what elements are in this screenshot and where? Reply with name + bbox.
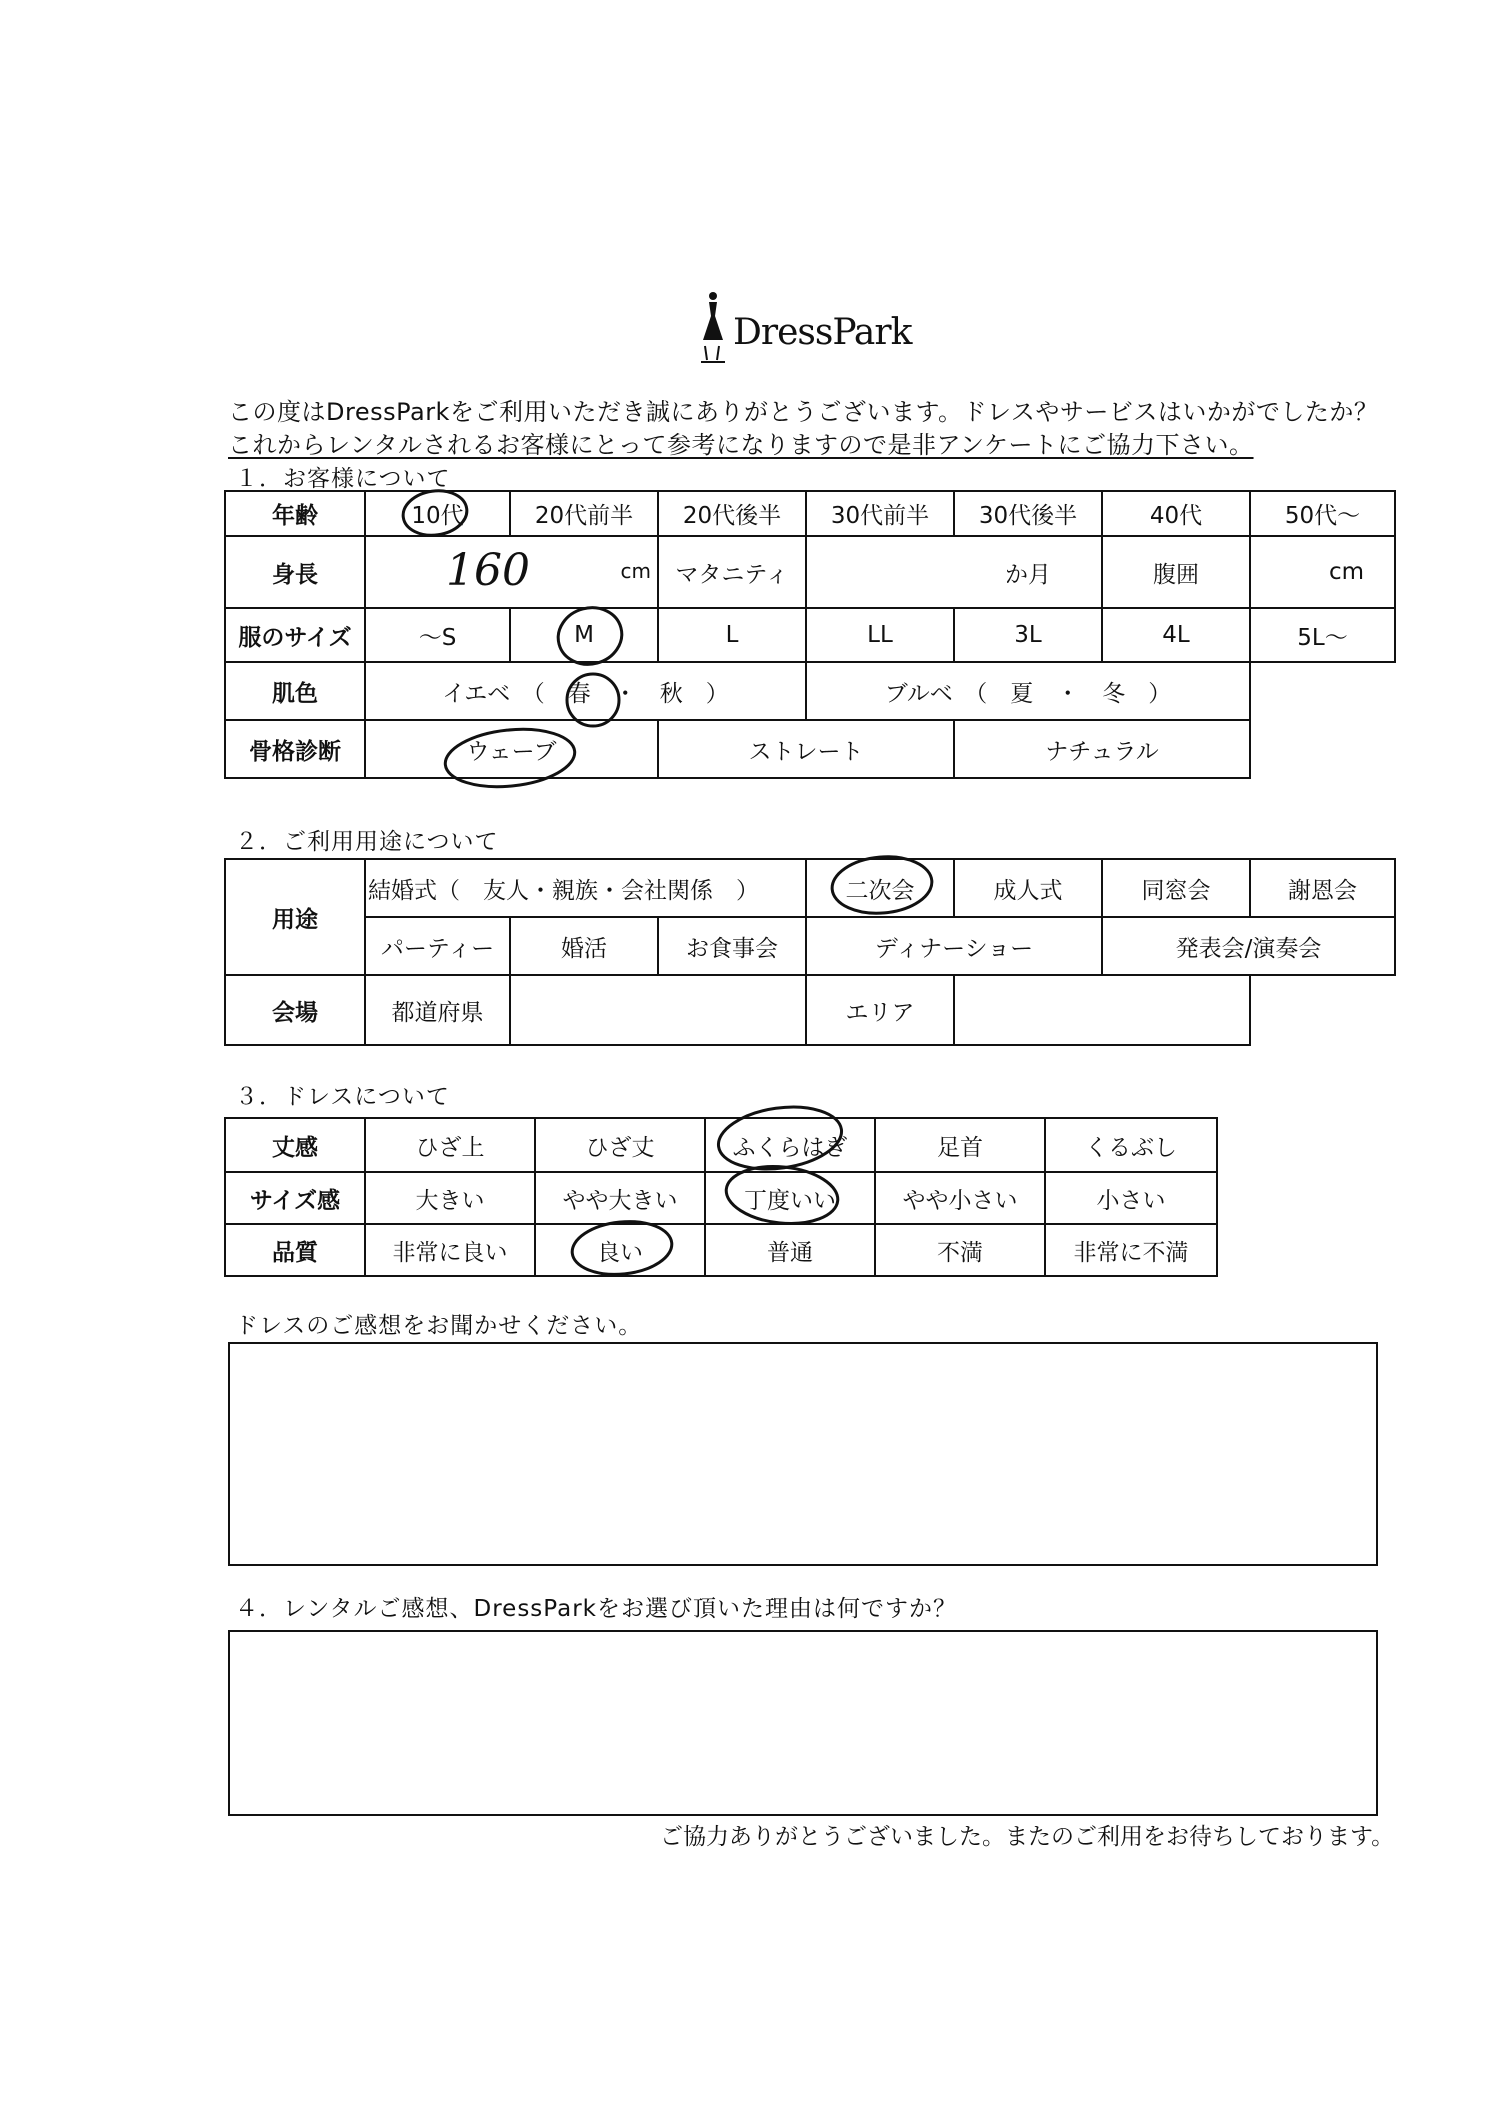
- size-option[interactable]: LL: [806, 608, 954, 662]
- frame-option[interactable]: ナチュラル: [954, 720, 1250, 778]
- height-field[interactable]: [365, 536, 658, 608]
- length-option[interactable]: くるぶし: [1045, 1118, 1217, 1172]
- fit-option[interactable]: 大きい: [365, 1172, 535, 1224]
- purpose-option[interactable]: 謝恩会: [1250, 859, 1395, 917]
- fit-option[interactable]: やや大きい: [535, 1172, 705, 1224]
- dress-table: [224, 1117, 1218, 1277]
- age-option[interactable]: 30代後半: [954, 491, 1102, 536]
- age-option[interactable]: 10代: [365, 491, 510, 536]
- intro-line-2: これからレンタルされるお客様にとって参考になりますので是非アンケートにご協力下さい。: [228, 431, 1254, 459]
- customer-table: [224, 490, 1396, 779]
- section-3-title: ３．ドレスについて: [235, 1084, 450, 1110]
- fit-row: [225, 1172, 1217, 1224]
- skin-blue-option[interactable]: ブルベ （ 夏 ・ 冬 ）: [806, 662, 1250, 720]
- waist-label: 腹囲: [1102, 536, 1250, 608]
- comment-prompt: ドレスのご感想をお聞かせください。: [235, 1313, 643, 1339]
- age-option[interactable]: 30代前半: [806, 491, 954, 536]
- age-row: [225, 491, 1395, 536]
- fit-label: サイズ感: [225, 1172, 365, 1224]
- purpose-option[interactable]: パーティー: [365, 917, 510, 975]
- length-option[interactable]: ふくらはぎ: [705, 1118, 875, 1172]
- age-option[interactable]: 20代前半: [510, 491, 658, 536]
- purpose-option[interactable]: 二次会: [806, 859, 954, 917]
- frame-label: 骨格診断: [225, 720, 365, 778]
- fit-option[interactable]: 小さい: [1045, 1172, 1217, 1224]
- skin-label: 肌色: [225, 662, 365, 720]
- age-option[interactable]: 40代: [1102, 491, 1250, 536]
- quality-option[interactable]: 非常に良い: [365, 1224, 535, 1276]
- area-label: エリア: [806, 975, 954, 1045]
- length-option[interactable]: 足首: [875, 1118, 1045, 1172]
- prefecture-field[interactable]: [510, 975, 806, 1045]
- purpose-option[interactable]: お食事会: [658, 917, 806, 975]
- empty-cell: [1250, 720, 1395, 778]
- size-option[interactable]: L: [658, 608, 806, 662]
- age-label: 年齢: [225, 491, 365, 536]
- size-row: [225, 608, 1395, 662]
- length-option[interactable]: ひざ丈: [535, 1118, 705, 1172]
- size-option[interactable]: 3L: [954, 608, 1102, 662]
- height-unit: cm: [620, 559, 651, 583]
- size-option[interactable]: 5L～: [1250, 608, 1395, 662]
- height-value: 160: [446, 545, 530, 596]
- purpose-table: [224, 858, 1396, 1046]
- skin-row: [225, 662, 1395, 720]
- venue-row: [225, 975, 1395, 1045]
- months-unit: か月: [1005, 561, 1051, 588]
- section-2-title: ２．ご利用用途について: [235, 829, 499, 855]
- length-row: [225, 1118, 1217, 1172]
- size-option[interactable]: ～S: [365, 608, 510, 662]
- height-label: 身長: [225, 536, 365, 608]
- empty-cell: [1250, 975, 1395, 1045]
- quality-option[interactable]: 普通: [705, 1224, 875, 1276]
- quality-option[interactable]: 不満: [875, 1224, 1045, 1276]
- purpose-option[interactable]: 成人式: [954, 859, 1102, 917]
- size-option[interactable]: M: [510, 608, 658, 662]
- frame-option[interactable]: ウェーブ: [365, 720, 658, 778]
- purpose-row-2: [225, 917, 1395, 975]
- skin-yellow-option[interactable]: イエベ （ 春 ・ 秋 ）: [365, 662, 806, 720]
- quality-label: 品質: [225, 1224, 365, 1276]
- length-option[interactable]: ひざ上: [365, 1118, 535, 1172]
- area-field[interactable]: [954, 975, 1250, 1045]
- purpose-option[interactable]: 同窓会: [1102, 859, 1250, 917]
- length-label: 丈感: [225, 1118, 365, 1172]
- dress-icon: [695, 290, 731, 370]
- quality-option[interactable]: 非常に不満: [1045, 1224, 1217, 1276]
- height-row: [225, 536, 1395, 608]
- size-label: 服のサイズ: [225, 608, 365, 662]
- quality-row: [225, 1224, 1217, 1276]
- fit-option[interactable]: やや小さい: [875, 1172, 1045, 1224]
- maternity-months-field[interactable]: [806, 536, 1102, 608]
- fit-option[interactable]: 丁度いい: [705, 1172, 875, 1224]
- dresspark-logo: [695, 290, 925, 370]
- thanks-message: ご協力ありがとうございました。またのご利用をお待ちしております。: [660, 1824, 1395, 1850]
- empty-cell: [1250, 662, 1395, 720]
- maternity-label: マタニティ: [658, 536, 806, 608]
- section-1-title: １．お客様について: [235, 466, 451, 492]
- intro-line-1: この度はDressParkをご利用いただき誠にありがとうございます。ドレスやサービスはいかがでしたか？: [228, 398, 1379, 426]
- size-option[interactable]: 4L: [1102, 608, 1250, 662]
- purpose-label: 用途: [225, 859, 365, 975]
- prefecture-label: 都道府県: [365, 975, 510, 1045]
- quality-option[interactable]: 良い: [535, 1224, 705, 1276]
- age-option[interactable]: 20代後半: [658, 491, 806, 536]
- reason-answer-box[interactable]: [228, 1630, 1378, 1816]
- waist-field[interactable]: [1250, 536, 1395, 608]
- purpose-option[interactable]: 発表会/演奏会: [1102, 917, 1395, 975]
- purpose-option[interactable]: 婚活: [510, 917, 658, 975]
- purpose-wedding[interactable]: 結婚式（ 友人・親族・会社関係 ）: [365, 859, 806, 917]
- venue-label: 会場: [225, 975, 365, 1045]
- frame-option[interactable]: ストレート: [658, 720, 954, 778]
- frame-row: [225, 720, 1395, 778]
- age-option[interactable]: 50代～: [1250, 491, 1395, 536]
- purpose-option[interactable]: ディナーショー: [806, 917, 1102, 975]
- waist-unit: cm: [1328, 559, 1364, 585]
- dress-comment-box[interactable]: [228, 1342, 1378, 1566]
- section-4-title: ４．レンタルご感想、DressParkをお選び頂いた理由は何ですか？: [235, 1596, 957, 1622]
- purpose-row-1: [225, 859, 1395, 917]
- brand-name: DressPark: [733, 312, 912, 353]
